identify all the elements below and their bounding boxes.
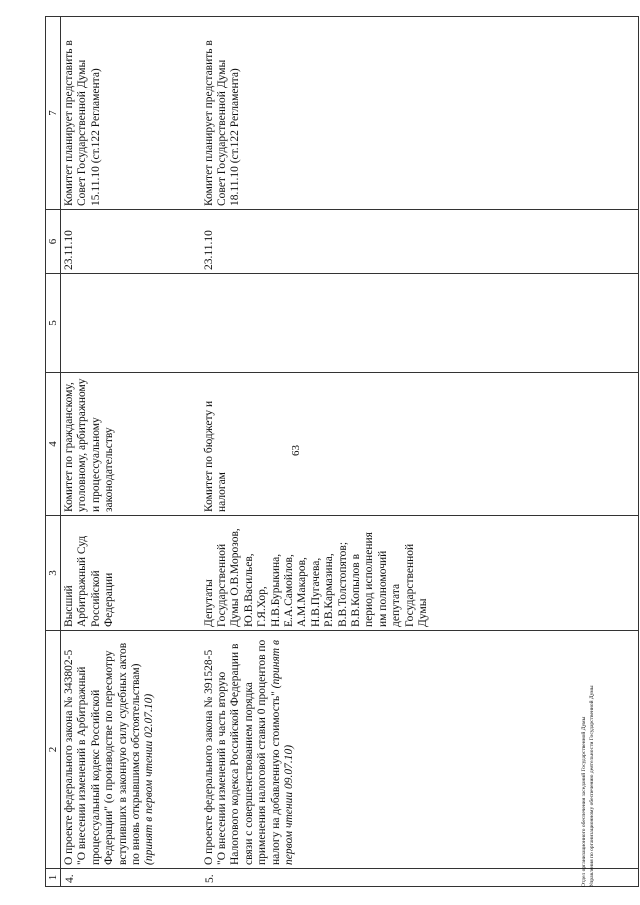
- header-cell: 7: [46, 17, 61, 210]
- col5-cell: [61, 274, 201, 373]
- header-cell: 4: [46, 373, 61, 516]
- table-row: [61, 17, 201, 887]
- committee: Комитет по бюджету и налогам: [201, 373, 639, 516]
- reading-status: (принят в первом чтении 09.07.10): [269, 640, 295, 865]
- reading-status: (принят в первом чтении 02.07.10): [143, 693, 156, 865]
- footer-line: Управления по организационному обеспечению деятельности Государственной Думы: [589, 685, 595, 887]
- initiator: Высший Арбитражный Суд Российской Федерации: [61, 516, 201, 631]
- bill-title-cell: [61, 631, 201, 869]
- col5-cell: [201, 274, 639, 373]
- page-number: 63: [290, 445, 302, 456]
- committee: Комитет по гражданскому, уголовному, арбитражному и процессуальному законодательству: [61, 373, 201, 516]
- footer-line: Отдел организационного обеспечения заседаний Государственной Думы: [581, 716, 587, 887]
- row-number: 5.: [201, 869, 639, 887]
- date: 23.11.10: [61, 210, 201, 274]
- header-cell: 2: [46, 631, 61, 869]
- bill-title: О проекте федерального закона № 343802-5 "О внесении изменений в Арбитражный процессуальный кодекс Российской Федерации" (о производстве по пересмотру вступивших в законную силу судебных актов по вновь открывшимся обстоятельствам): [63, 642, 143, 865]
- header-cell: 1: [46, 869, 61, 887]
- bill-title: О проекте федерального закона № 391528-5 "О внесении изменений в часть вторую Налогового кодекса Российской Федерации в связи с совершенствованием порядка применения налоговой ставки 0 процентов по налогу на добавленную стоимость": [202, 639, 282, 865]
- row-number: 4.: [61, 869, 201, 887]
- date: 23.11.10: [201, 210, 639, 274]
- initiator: Депутаты Государственной Думы О.В.Морозов, Ю.В.Васильев, Г.Я.Хор, Н.В.Бурыкина, Е.А.Самойлов, А.М.Макаров, Н.В.Пугачева, Р.В.Кармазина, В.В.Толстопятов; В.В.Копылов в период исполнения им полномочий депутата Государственной Думы: [201, 516, 639, 631]
- bills-table: [45, 16, 639, 887]
- header-cell: 3: [46, 516, 61, 631]
- note: Комитет планирует представить в Совет Государственной Думы 15.11.10 (ст.122 Регламента): [61, 17, 201, 210]
- note: Комитет планирует представить в Совет Государственной Думы 18.11.10 (ст.122 Регламента): [201, 17, 639, 210]
- footer: [580, 467, 596, 887]
- table-row: [201, 17, 639, 887]
- header-cell: 5: [46, 274, 61, 373]
- header-cell: 6: [46, 210, 61, 274]
- header-row: [46, 17, 61, 887]
- bill-title-cell: [201, 631, 639, 869]
